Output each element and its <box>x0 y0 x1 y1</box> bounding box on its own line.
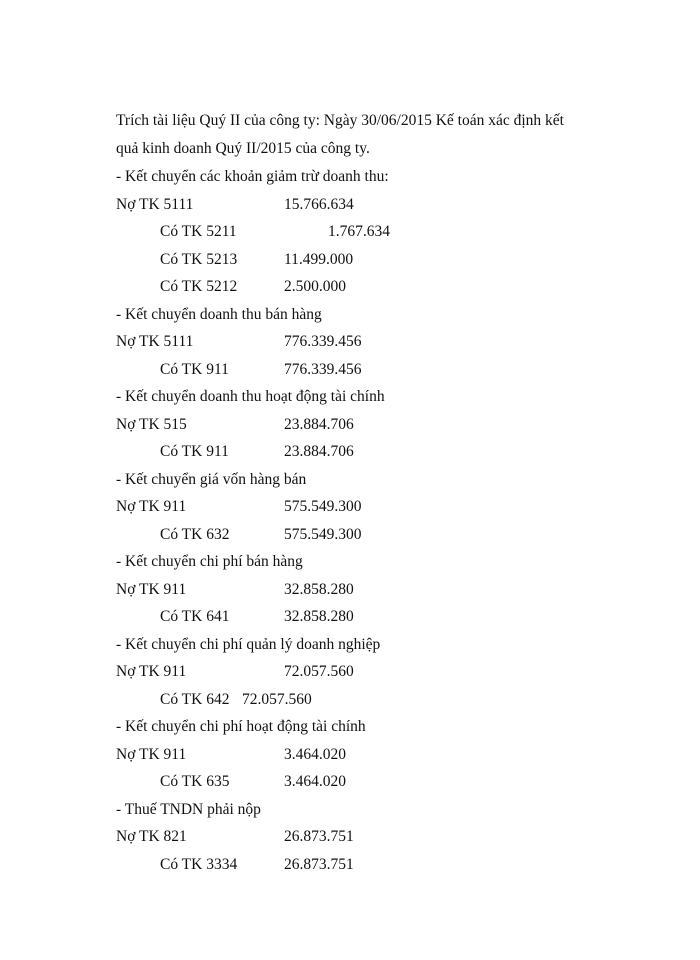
entry-heading: - Kết chuyển các khoản giảm trừ doanh thu: <box>116 168 389 185</box>
credit-amount: 72.057.560 <box>242 691 312 708</box>
credit-amount: 32.858.280 <box>284 608 354 625</box>
debit-amount: 26.873.751 <box>284 828 354 845</box>
entry-heading: - Kết chuyển chi phí hoạt động tài chính <box>116 718 366 735</box>
credit-amount: 575.549.300 <box>284 526 362 543</box>
intro-line-2: quả kinh doanh Quý II/2015 của công ty. <box>116 140 370 157</box>
credit-amount: 2.500.000 <box>284 278 346 295</box>
debit-account: Nợ TK 821 <box>116 828 187 845</box>
credit-amount: 26.873.751 <box>284 856 354 873</box>
credit-account: Có TK 632 <box>160 526 230 543</box>
credit-account: Có TK 5212 <box>160 278 238 295</box>
debit-account: Nợ TK 5111 <box>116 333 194 350</box>
debit-amount: 3.464.020 <box>284 746 346 763</box>
credit-account: Có TK 641 <box>160 608 230 625</box>
intro-paragraph <box>116 107 596 163</box>
intro-line-1: Trích tài liệu Quý II của công ty: Ngày 30/06/2015 Kế toán xác định kết <box>116 112 564 129</box>
entry-heading: - Thuế TNDN phải nộp <box>116 801 261 818</box>
credit-account: Có TK 635 <box>160 773 230 790</box>
debit-amount: 575.549.300 <box>284 498 362 515</box>
debit-amount: 72.057.560 <box>284 663 354 680</box>
debit-account: Nợ TK 911 <box>116 746 187 763</box>
credit-amount: 3.464.020 <box>284 773 346 790</box>
credit-account: Có TK 642 <box>160 691 230 708</box>
credit-amount: 1.767.634 <box>328 223 390 240</box>
credit-account: Có TK 3334 <box>160 856 238 873</box>
debit-account: Nợ TK 515 <box>116 416 187 433</box>
credit-account: Có TK 911 <box>160 443 229 460</box>
debit-account: Nợ TK 911 <box>116 498 187 515</box>
debit-amount: 32.858.280 <box>284 581 354 598</box>
entry-heading: - Kết chuyển chi phí quản lý doanh nghiệp <box>116 636 381 653</box>
debit-account: Nợ TK 911 <box>116 663 187 680</box>
credit-account: Có TK 5211 <box>160 223 237 240</box>
debit-account: Nợ TK 911 <box>116 581 187 598</box>
entry-heading: - Kết chuyển doanh thu hoạt động tài chính <box>116 388 385 405</box>
debit-amount: 23.884.706 <box>284 416 354 433</box>
debit-amount: 15.766.634 <box>284 196 354 213</box>
entry-heading: - Kết chuyển giá vốn hàng bán <box>116 471 307 488</box>
entry-heading: - Kết chuyển chi phí bán hàng <box>116 553 303 570</box>
credit-amount: 23.884.706 <box>284 443 354 460</box>
debit-account: Nợ TK 5111 <box>116 196 194 213</box>
debit-amount: 776.339.456 <box>284 333 362 350</box>
credit-amount: 11.499.000 <box>284 251 354 268</box>
credit-account: Có TK 5213 <box>160 251 238 268</box>
entry-heading: - Kết chuyển doanh thu bán hàng <box>116 306 322 323</box>
credit-account: Có TK 911 <box>160 361 229 378</box>
credit-amount: 776.339.456 <box>284 361 362 378</box>
